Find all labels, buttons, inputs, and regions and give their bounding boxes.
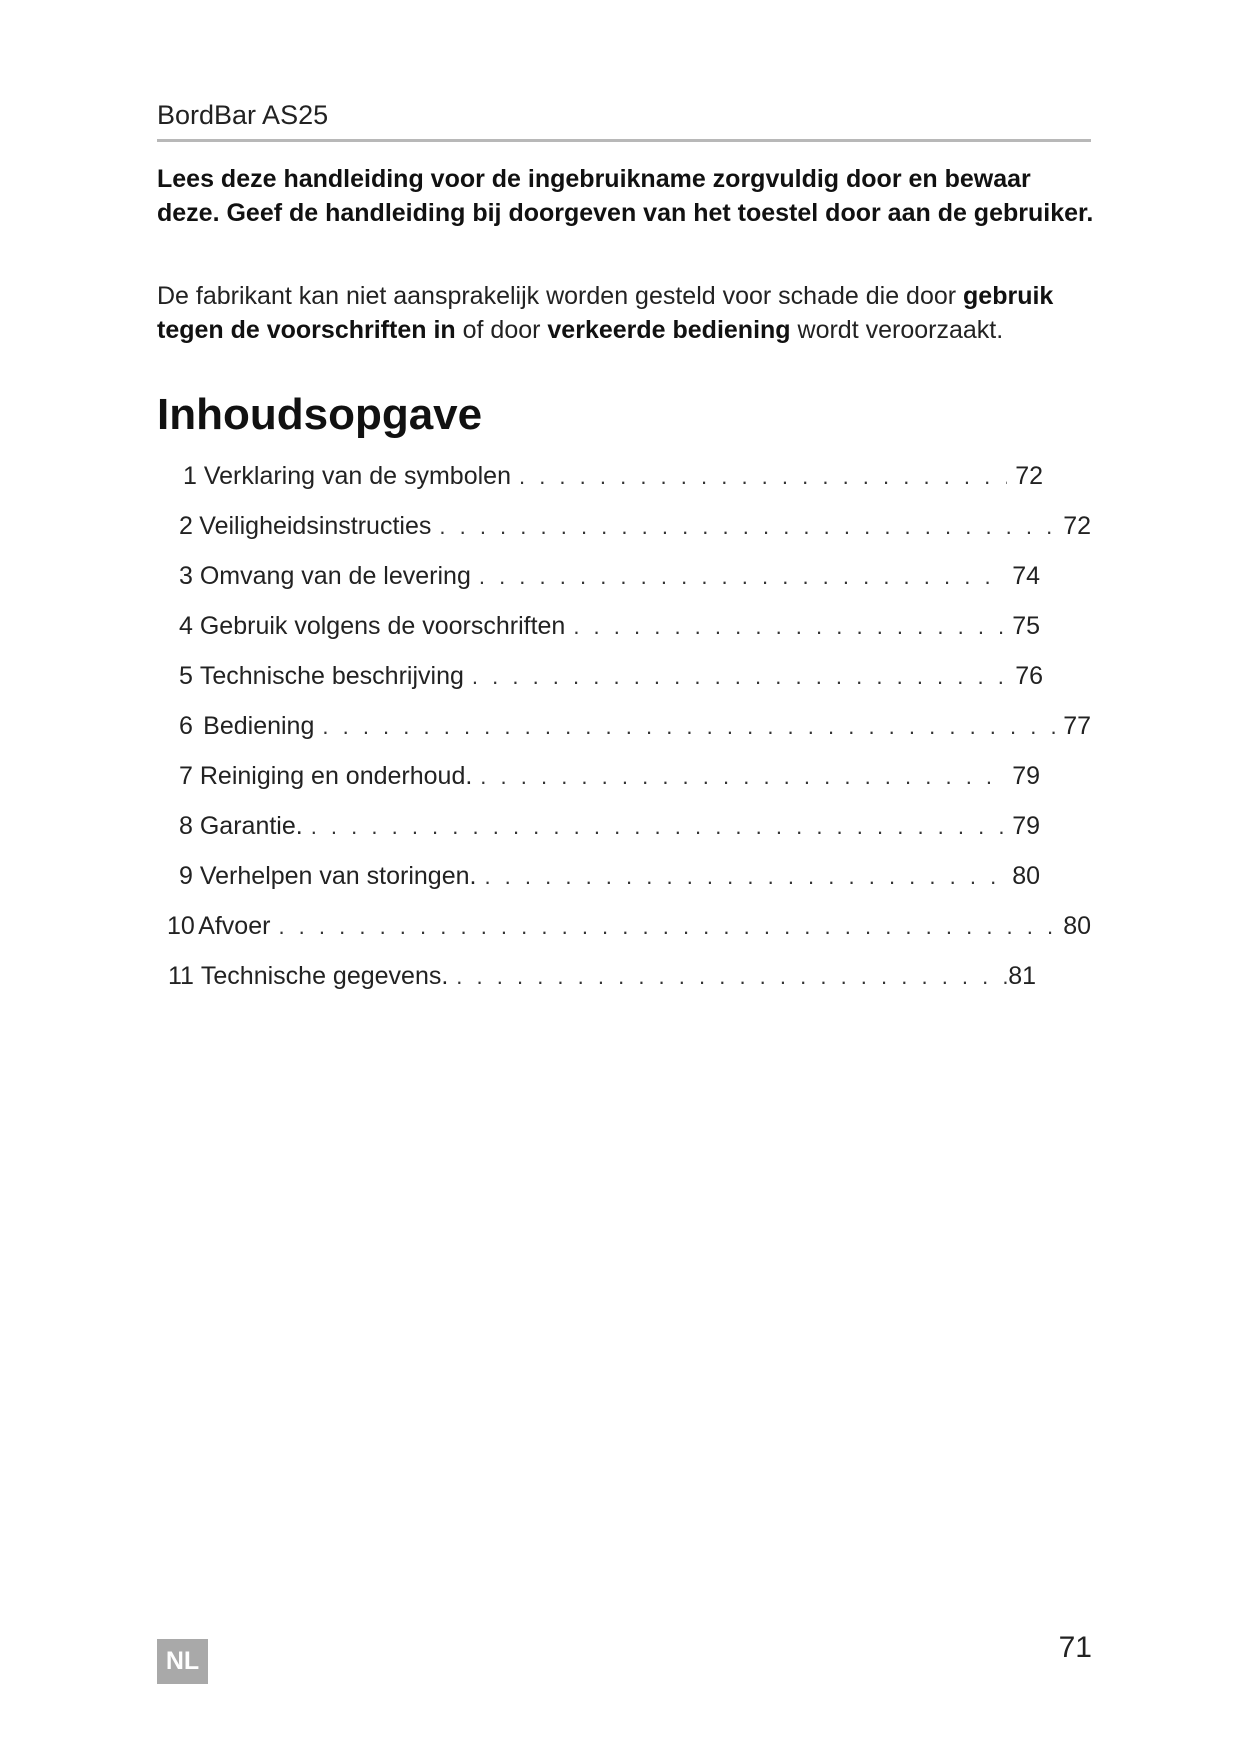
- toc-entry-label: Verhelpen van storingen.: [199, 862, 477, 890]
- header-divider: [157, 139, 1091, 142]
- toc-entry-number: 2: [179, 512, 193, 540]
- toc-entry-label: Reiniging en onderhoud.: [199, 762, 473, 790]
- toc-leader-dots: [456, 964, 1008, 990]
- toc-entry-page: 74: [1012, 562, 1040, 590]
- toc-entry[interactable]: [168, 962, 1036, 998]
- toc-entry[interactable]: [179, 762, 1040, 798]
- toc-entry-label: Afvoer: [198, 912, 271, 940]
- toc-leader-dots: [519, 464, 1007, 490]
- toc-leader-dots: [484, 864, 1004, 890]
- toc-entry-page: 72: [1063, 512, 1091, 540]
- toc-entry-page: 75: [1012, 612, 1040, 640]
- disclaimer-text-2: of door: [455, 316, 548, 344]
- toc-leader-dots: [311, 814, 1004, 840]
- toc-entry-number: 10: [167, 912, 195, 940]
- toc-entry-page: 79: [1012, 762, 1040, 790]
- toc-entry[interactable]: [179, 612, 1040, 648]
- toc-leader-dots: [439, 514, 1055, 540]
- toc-entry-number: 8: [179, 812, 193, 840]
- toc-entry-page: 77: [1063, 712, 1091, 740]
- language-badge: NL: [157, 1639, 208, 1684]
- toc-entry-page: 80: [1063, 912, 1091, 940]
- toc-leader-dots: [472, 664, 1007, 690]
- toc-entry-label: Veiligheidsinstructies: [199, 512, 432, 540]
- toc-entry[interactable]: [183, 462, 1043, 498]
- toc-entry-label: Omvang van de levering: [199, 562, 471, 590]
- toc-entry-number: 3: [179, 562, 193, 590]
- toc-entry[interactable]: [167, 912, 1091, 948]
- disclaimer-emphasis-2: verkeerde bediening: [547, 316, 791, 344]
- toc-entry-label: Garantie.: [199, 812, 303, 840]
- toc-entry-number: 6: [179, 712, 193, 740]
- toc-entry[interactable]: [179, 662, 1043, 698]
- toc-leader-dots: [573, 614, 1004, 640]
- toc-leader-dots: [278, 914, 1055, 940]
- liability-disclaimer: [157, 279, 1097, 347]
- page-number: 71: [1058, 1631, 1092, 1664]
- toc-entry-number: 1: [183, 462, 197, 490]
- toc-entry-page: 80: [1012, 862, 1040, 890]
- toc-entry-page: 79: [1012, 812, 1040, 840]
- toc-entry[interactable]: [179, 562, 1040, 598]
- toc-entry-label: Technische beschrijving: [199, 662, 464, 690]
- toc-entry-number: 4: [179, 612, 193, 640]
- toc-entry-label: Gebruik volgens de voorschriften: [199, 612, 566, 640]
- toc-entry-number: 11: [168, 962, 194, 990]
- toc-title: Inhoudsopgave: [157, 390, 483, 439]
- toc-entry-number: 7: [179, 762, 193, 790]
- toc-leader-dots: [480, 764, 1004, 790]
- toc-leader-dots: [479, 564, 1004, 590]
- toc-entry-page: 72: [1015, 462, 1043, 490]
- disclaimer-text-3: wordt veroorzaakt.: [790, 316, 1004, 344]
- toc-entry-page: 81: [1008, 962, 1036, 990]
- toc-leader-dots: [322, 714, 1055, 740]
- toc-entry-label: Technische gegevens.: [200, 962, 449, 990]
- toc-entry-label: Verklaring van de symbolen: [203, 462, 511, 490]
- toc-entry-label: Bediening: [203, 712, 315, 740]
- disclaimer-text-1: De fabrikant kan niet aansprakelijk worden gesteld voor schade die door: [157, 282, 964, 310]
- toc-entry[interactable]: [179, 712, 1091, 748]
- toc-entry-page: 76: [1015, 662, 1043, 690]
- intro-instruction: Lees deze handleiding voor de ingebruikname zorgvuldig door en bewaar deze. Geef de handleiding bij doorgeven van het toestel door aan de gebruiker.: [157, 165, 1094, 227]
- toc-entry[interactable]: [179, 862, 1040, 898]
- toc-entry-number: 5: [179, 662, 193, 690]
- running-header: BordBar AS25: [157, 100, 329, 130]
- toc-entry-number: 9: [179, 862, 193, 890]
- toc-entry[interactable]: [179, 512, 1091, 548]
- disclaimer-emphasis-1: gebruik tegen de voorschriften in: [157, 282, 1054, 344]
- toc-entry[interactable]: [179, 812, 1040, 848]
